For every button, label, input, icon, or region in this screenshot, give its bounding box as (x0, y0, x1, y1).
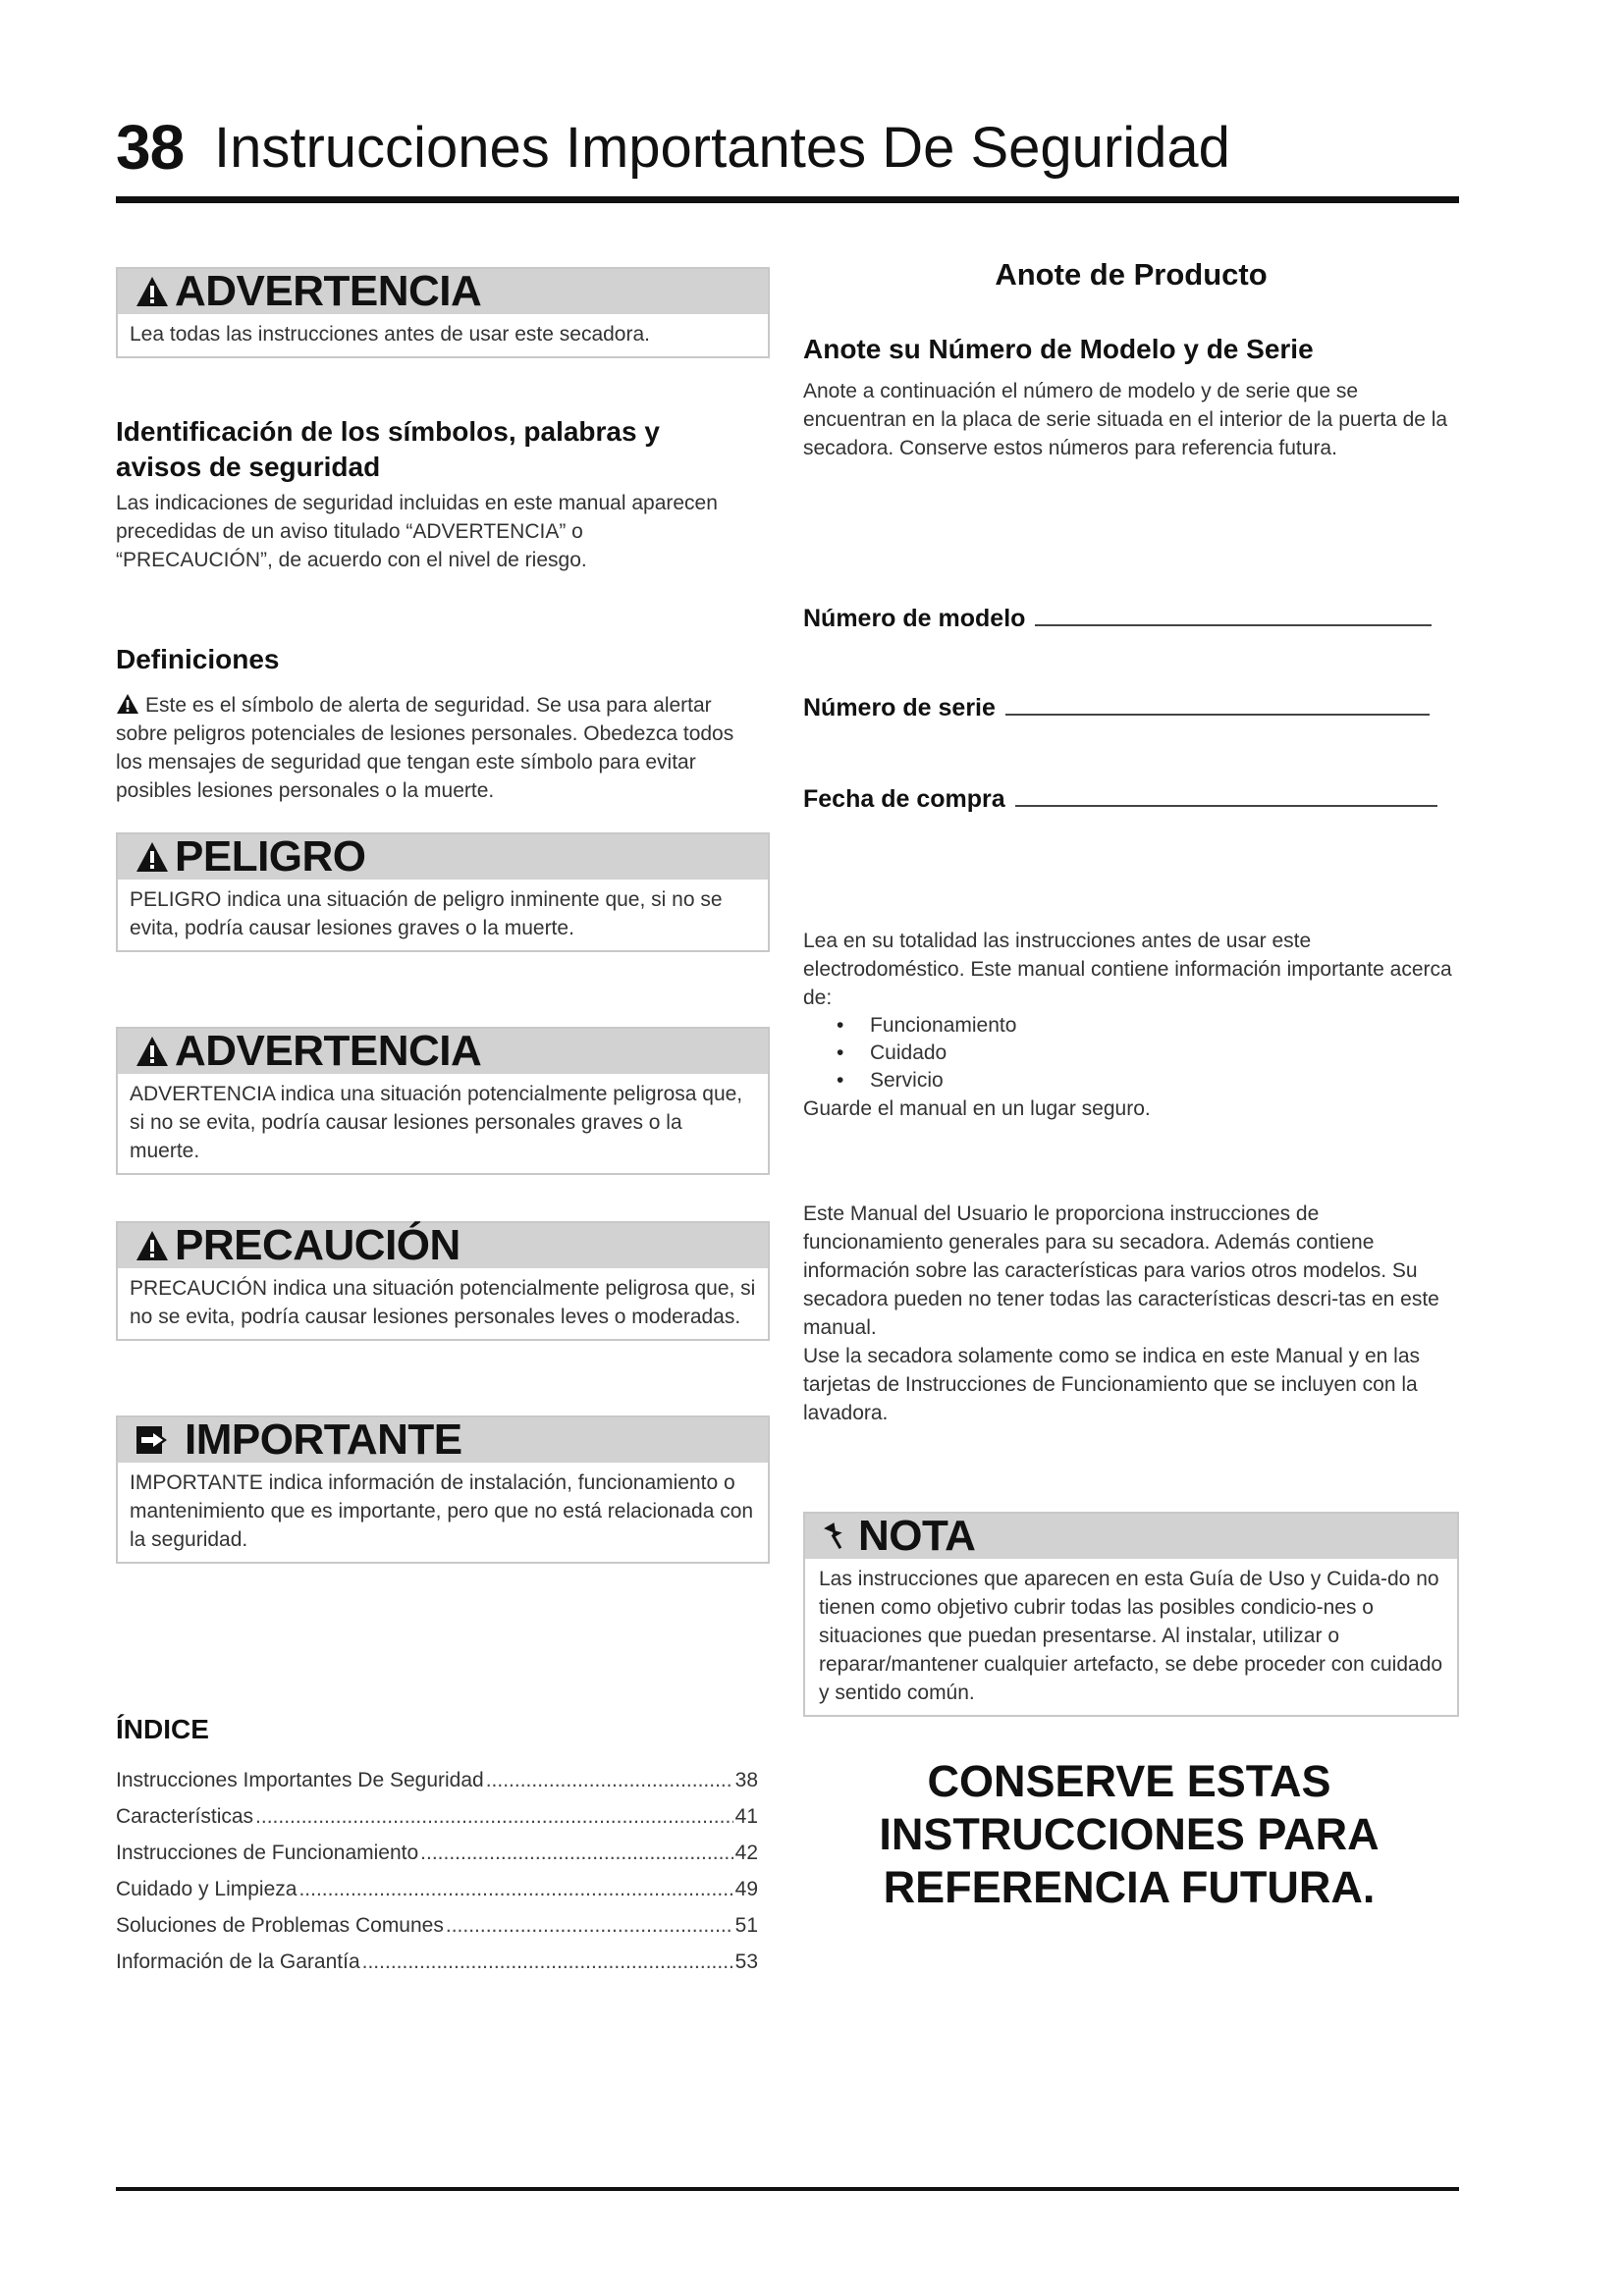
identificacion-heading-line2: avisos de seguridad (116, 452, 381, 482)
nota-header (805, 1514, 1457, 1559)
conserve-line-2: INSTRUCCIONES PARA (879, 1809, 1380, 1859)
advertencia-box (116, 1027, 770, 1175)
lea-section (803, 927, 1459, 1123)
anote-subheading: Anote su Número de Modelo y de Serie (803, 334, 1314, 364)
indice-title: ÍNDICE (116, 1714, 209, 1744)
serie-field[interactable] (803, 692, 1430, 722)
definiciones-heading: Definiciones (116, 644, 280, 674)
importante-signal-word: IMPORTANTE (185, 1415, 462, 1464)
lea-text: Lea en su totalidad las instrucciones antes de usar este electrodoméstico. Este manual contiene información importante acerca de: (803, 930, 1452, 1009)
anote-title: Anote de Producto (995, 257, 1268, 292)
warning-triangle-icon (135, 1035, 169, 1068)
toc-page: 38 (734, 1768, 758, 1791)
toc-label: Información de la Garantía (116, 1949, 360, 1973)
list-item: • Cuidado (870, 1040, 1459, 1067)
definiciones-text: Este es el símbolo de alerta de seguridad. Se usa para alertar sobre peligros potenciales de lesiones personales. Obedezca todos los mensajes de seguridad que tengan este símbolo para evitar posibles lesiones personales o la muerte. (116, 694, 734, 802)
advertencia-header (118, 1029, 768, 1074)
precaucion-box (116, 1221, 770, 1341)
serie-label: Número de serie (803, 694, 996, 721)
warning-triangle-icon (135, 275, 169, 308)
topics-list (803, 1012, 1459, 1095)
toc-label: Instrucciones de Funcionamiento (116, 1841, 419, 1864)
list-item: • Servicio (870, 1067, 1459, 1095)
definiciones-section (116, 642, 764, 805)
indice-heading (116, 1712, 209, 1747)
toc-entry[interactable] (116, 1907, 758, 1944)
toc-label: Instrucciones Importantes De Seguridad (116, 1768, 484, 1791)
peligro-text: PELIGRO indica una situación de peligro inminente que, si no se evita, podría causar lesiones graves o la muerte. (130, 888, 723, 939)
warning-box-header (118, 269, 768, 314)
toc-label: Soluciones de Problemas Comunes (116, 1913, 444, 1937)
toc-leader (255, 1805, 733, 1829)
conserve-line-1: CONSERVE ESTAS (927, 1756, 1331, 1806)
footer-rule (116, 2187, 1459, 2191)
serie-input-line[interactable] (1005, 692, 1430, 716)
nota-signal-word: NOTA (858, 1512, 976, 1560)
toc-entry[interactable] (116, 1798, 758, 1835)
warning-box-top (116, 267, 770, 358)
precaucion-text: PRECAUCIÓN indica una situación potencialmente peligrosa que, si no se evita, podría causar lesiones personales leves o moderadas. (130, 1277, 756, 1328)
header-rule (116, 196, 1459, 203)
arrow-right-icon (135, 1424, 175, 1456)
identificacion-section (116, 414, 784, 574)
importante-text: IMPORTANTE indica información de instalación, funcionamiento o mantenimiento que es importante, pero que no está relacionada con la seguridad. (130, 1471, 754, 1551)
importante-box (116, 1415, 770, 1564)
page-number: 38 (116, 112, 185, 183)
toc-page: 49 (734, 1877, 758, 1900)
guarde-text: Guarde el manual en un lugar seguro. (803, 1097, 1151, 1120)
identificacion-text: Las indicaciones de seguridad incluidas en este manual aparecen precedidas de un aviso titulado “ADVERTENCIA” o “PRECAUCIÓN”, de acuerdo con el nivel de riesgo. (116, 492, 718, 571)
anote-text: Anote a continuación el número de modelo y de serie que se encuentran en la placa de serie situada en el interior de la puerta de la secadora. Conserve estos números para referencia futura. (803, 380, 1448, 459)
compra-input-line[interactable] (1015, 783, 1437, 807)
nota-box (803, 1512, 1459, 1717)
importante-header (118, 1417, 768, 1463)
peligro-signal-word: PELIGRO (175, 832, 366, 881)
pushpin-icon (823, 1520, 850, 1553)
toc-leader (298, 1878, 732, 1901)
toc-leader (446, 1914, 733, 1938)
list-item: • Funcionamiento (870, 1012, 1459, 1040)
toc-entry[interactable] (116, 1762, 758, 1798)
definiciones-paragraph (116, 691, 764, 805)
toc-entry[interactable] (116, 1871, 758, 1907)
manual-section (803, 1200, 1459, 1427)
table-of-contents (116, 1762, 758, 1980)
nota-text: Las instrucciones que aparecen en esta Guía de Uso y Cuida-do no tienen como objetivo cubrir todas las posibles condicio-nes o situaciones que puedan presentarse. Al instalar, utilizar o reparar/mantener cualquier artefacto, se debe proceder con cuidado y sentido común. (819, 1568, 1443, 1704)
toc-label: Cuidado y Limpieza (116, 1877, 298, 1900)
warning-signal-word: ADVERTENCIA (175, 267, 482, 315)
compra-field[interactable] (803, 783, 1437, 814)
warning-box-text: Lea todas las instrucciones antes de usar este secadora. (130, 323, 650, 346)
modelo-label: Número de modelo (803, 605, 1026, 632)
modelo-field[interactable] (803, 603, 1432, 633)
page-title: Instrucciones Importantes De Seguridad (214, 116, 1230, 180)
toc-entry[interactable] (116, 1944, 758, 1980)
toc-page: 42 (734, 1841, 758, 1864)
safety-alert-icon (116, 693, 139, 715)
precaucion-signal-word: PRECAUCIÓN (175, 1221, 460, 1269)
conserve-notice (835, 1755, 1424, 1914)
warning-triangle-icon (135, 840, 169, 874)
toc-leader (362, 1950, 733, 1974)
manual-text-1: Este Manual del Usuario le proporciona instrucciones de funcionamiento generales para su secadora. Además contiene información sobre las características para varios otros modelos. Su secadora pueden no tener todas las características descri-tas en este manual. (803, 1202, 1439, 1339)
peligro-header (118, 834, 768, 880)
toc-label: Características (116, 1804, 254, 1828)
modelo-input-line[interactable] (1035, 603, 1432, 626)
toc-page: 53 (734, 1949, 758, 1973)
warning-triangle-icon (135, 1229, 169, 1262)
identificacion-heading-line1: Identificación de los símbolos, palabras y (116, 416, 660, 447)
toc-leader (486, 1769, 733, 1792)
toc-page: 51 (734, 1913, 758, 1937)
precaucion-header (118, 1223, 768, 1268)
toc-page: 41 (734, 1804, 758, 1828)
advertencia-signal-word: ADVERTENCIA (175, 1027, 482, 1075)
peligro-box (116, 832, 770, 952)
manual-text-2: Use la secadora solamente como se indica en este Manual y en las tarjetas de Instrucciones de Funcionamiento que se incluyen con la lavadora. (803, 1345, 1421, 1424)
conserve-line-3: REFERENCIA FUTURA. (883, 1862, 1376, 1912)
toc-entry[interactable] (116, 1835, 758, 1871)
compra-label: Fecha de compra (803, 785, 1005, 813)
advertencia-text: ADVERTENCIA indica una situación potencialmente peligrosa que, si no se evita, podría causar lesiones personales graves o la muerte. (130, 1083, 743, 1162)
toc-leader (420, 1842, 732, 1865)
